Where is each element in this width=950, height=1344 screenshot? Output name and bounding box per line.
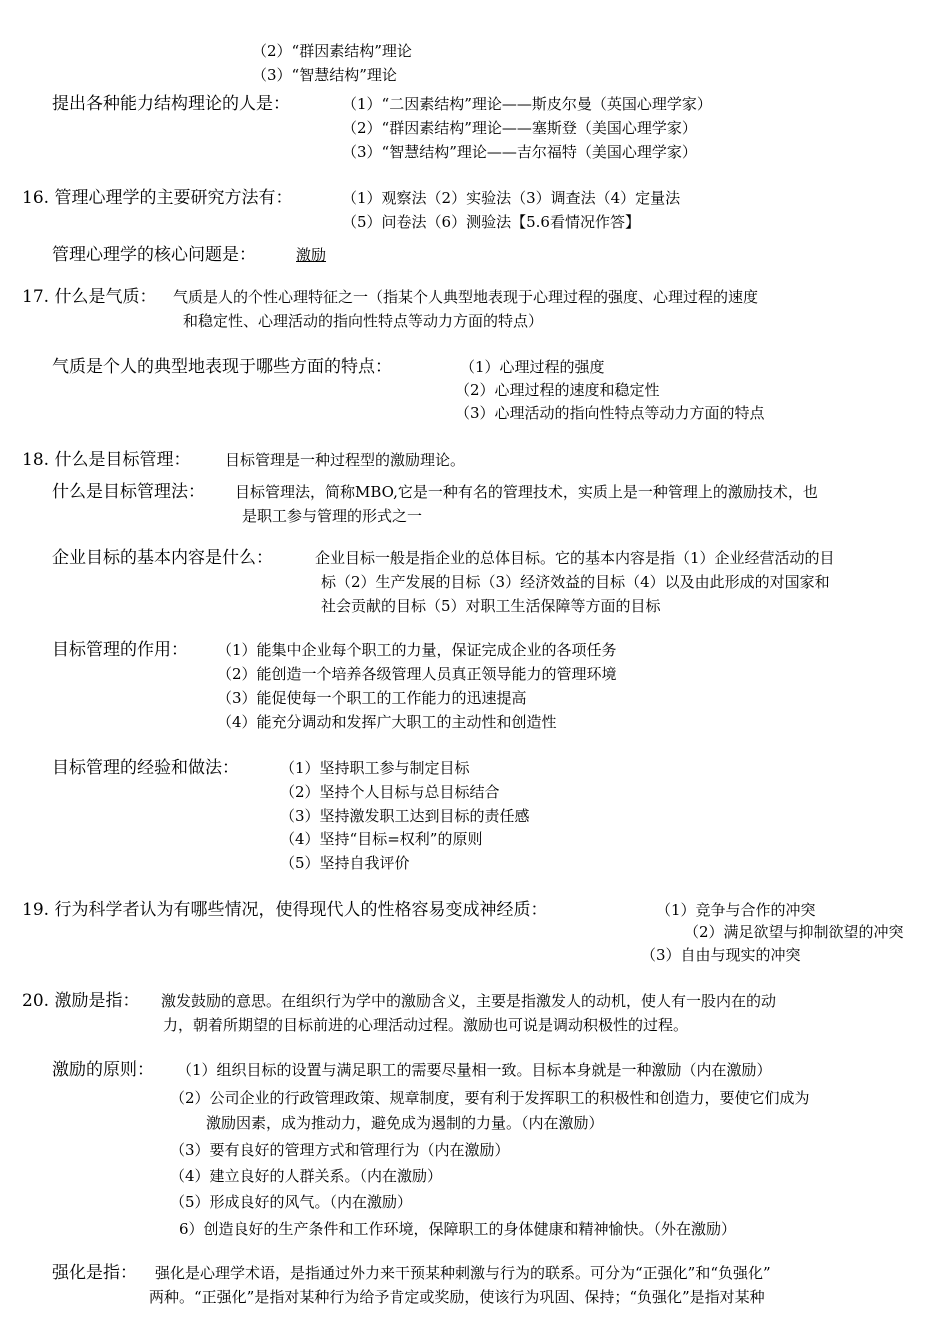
list-item: 激励因素，成为推动力，避免成为遏制的力量。（内在激励） — [206, 1114, 604, 1132]
list-item: （2）心理过程的速度和稳定性 — [455, 381, 660, 399]
list-item: （1）观察法（2）实验法（3）调查法（4）定量法 — [342, 189, 681, 207]
question-heading: 目标管理的作用： — [52, 640, 188, 660]
list-item: （2）“群因素结构”理论——塞斯登（美国心理学家） — [342, 119, 697, 137]
question-heading: 管理心理学的核心问题是： — [52, 245, 256, 265]
answer-text: 气质是人的个性心理特征之一（指某个人典型地表现于心理过程的强度、心理过程的速度 — [173, 288, 759, 306]
question-heading: 16. 管理心理学的主要研究方法有： — [22, 188, 293, 208]
answer-text: 激发鼓励的意思。在组织行为学中的激励含义，主要是指激发人的动机，使人有一股内在的动 — [161, 992, 777, 1010]
list-item: （3）“智慧结构”理论 — [252, 66, 397, 84]
answer-text: 激励 — [296, 246, 327, 264]
list-item: （2）“群因素结构”理论 — [252, 42, 412, 60]
answer-text: 力，朝着所期望的目标前进的心理活动过程。激励也可说是调动积极性的过程。 — [163, 1016, 689, 1034]
answer-text: 标（2）生产发展的目标（3）经济效益的目标（4）以及由此形成的对国家和 — [321, 573, 830, 591]
list-item: （2）满足欲望与抑制欲望的冲突 — [684, 923, 904, 941]
list-item: （3）坚持激发职工达到目标的责任感 — [280, 807, 530, 825]
list-item: （3）要有良好的管理方式和管理行为（内在激励） — [170, 1141, 510, 1159]
list-item: （5）坚持自我评价 — [280, 854, 410, 872]
list-item: （3）能促使每一个职工的工作能力的迅速提高 — [217, 689, 527, 707]
question-heading: 提出各种能力结构理论的人是： — [52, 94, 290, 114]
answer-text: 两种。“正强化”是指对某种行为给予肯定或奖励，使该行为巩固、保持；“负强化”是指对某种 — [149, 1288, 765, 1306]
answer-text: 强化是心理学术语，是指通过外力来干预某种刺激与行为的联系。可分为“正强化”和“负强化” — [155, 1264, 771, 1282]
answer-text: 目标管理法，简称MBO,它是一种有名的管理技术，实质上是一种管理上的激励技术，也 — [235, 483, 818, 501]
question-heading: 19. 行为科学者认为有哪些情况，使得现代人的性格容易变成神经质： — [22, 900, 548, 920]
list-item: （4）能充分调动和发挥广大职工的主动性和创造性 — [217, 713, 557, 731]
list-item: （3）“智慧结构”理论——吉尔福特（美国心理学家） — [342, 143, 697, 161]
question-heading: 气质是个人的典型地表现于哪些方面的特点： — [52, 357, 392, 377]
list-item: （5）形成良好的风气。（内在激励） — [170, 1193, 413, 1211]
question-heading: 什么是目标管理法： — [52, 482, 205, 502]
list-item: （1）心理过程的强度 — [460, 358, 605, 376]
list-item: （1）组织目标的设置与满足职工的需要尽量相一致。目标本身就是一种激励（内在激励） — [177, 1061, 772, 1079]
question-heading: 激励的原则： — [52, 1060, 154, 1080]
question-heading: 强化是指： — [52, 1263, 137, 1283]
question-heading: 18. 什么是目标管理： — [22, 450, 191, 470]
list-item: （1）能集中企业每个职工的力量，保证完成企业的各项任务 — [217, 641, 617, 659]
list-item: （1）竞争与合作的冲突 — [656, 901, 816, 919]
list-item: （4）坚持“目标=权利”的原则 — [280, 830, 483, 848]
question-heading: 目标管理的经验和做法： — [52, 758, 239, 778]
question-heading: 17. 什么是气质： — [22, 287, 157, 307]
answer-text: 和稳定性、心理活动的指向性特点等动力方面的特点） — [183, 312, 544, 330]
list-item: （1）“二因素结构”理论——斯皮尔曼（英国心理学家） — [342, 95, 712, 113]
list-item: 6）创造良好的生产条件和工作环境，保障职工的身体健康和精神愉快。（外在激励） — [179, 1220, 737, 1238]
list-item: （5）问卷法（6）测验法【5.6看情况作答】 — [342, 213, 640, 231]
question-heading: 20. 激励是指： — [22, 991, 140, 1011]
list-item: （2）公司企业的行政管理政策、规章制度，要有利于发挥职工的积极性和创造力，要使它们成为 — [170, 1089, 810, 1107]
list-item: （4）建立良好的人群关系。（内在激励） — [170, 1167, 443, 1185]
answer-text: 是职工参与管理的形式之一 — [242, 507, 423, 525]
list-item: （2）坚持个人目标与总目标结合 — [280, 783, 500, 801]
answer-text: 社会贡献的目标（5）对职工生活保障等方面的目标 — [321, 597, 661, 615]
answer-text: 目标管理是一种过程型的激励理论。 — [225, 451, 466, 469]
list-item: （2）能创造一个培养各级管理人员真正领导能力的管理环境 — [217, 665, 617, 683]
list-item: （3）自由与现实的冲突 — [641, 946, 801, 964]
list-item: （1）坚持职工参与制定目标 — [280, 759, 470, 777]
list-item: （3）心理活动的指向性特点等动力方面的特点 — [455, 404, 765, 422]
answer-text: 企业目标一般是指企业的总体目标。它的基本内容是指（1）企业经营活动的目 — [315, 549, 835, 567]
question-heading: 企业目标的基本内容是什么： — [52, 548, 273, 568]
